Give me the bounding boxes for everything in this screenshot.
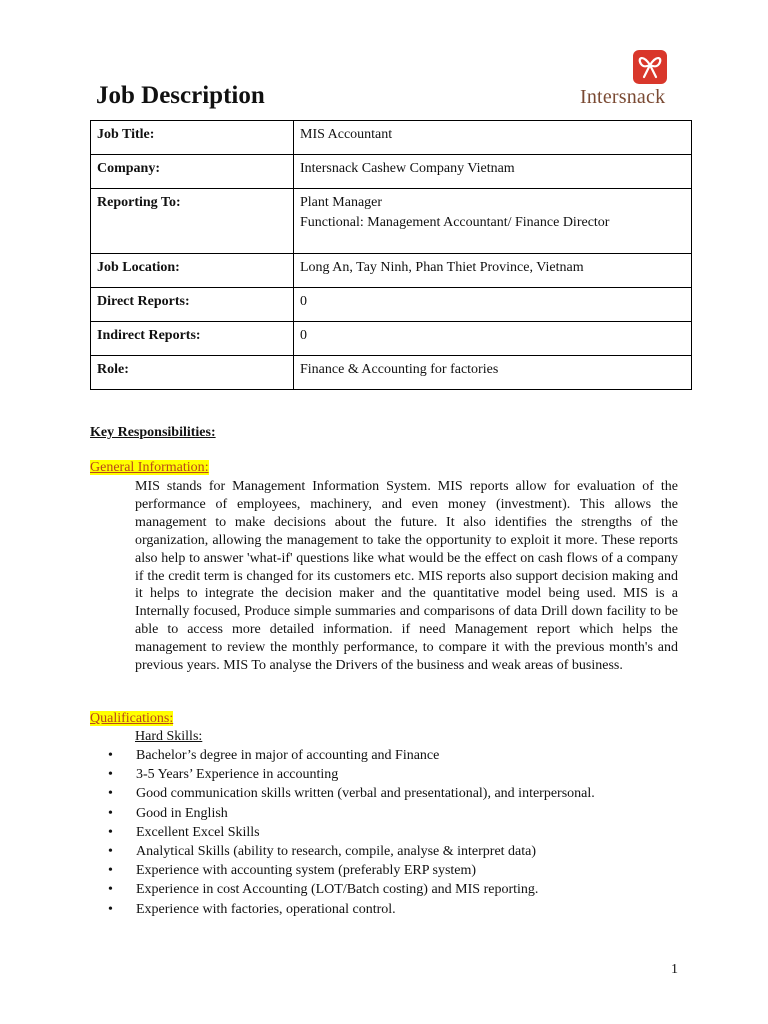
row-value-secondary: Functional: Management Accountant/ Finance Director (300, 215, 610, 230)
list-item (108, 823, 595, 842)
company-logo (578, 50, 682, 108)
general-information-paragraph: MIS stands for Management Information System. MIS reports allow for evaluation of the performance of employees, machinery, and even money (investment). This allows the management to make decisions about the future. It also identifies the strengths of the organization, allowing the management to take the opportunity to exploit it more. These reports also help to answer 'what-if' questions like what would be the effect on cash flows of a company if the credit term is changed for its customers etc. MIS reports also support decision making and it helps to integrate the decision maker and the quantitative model being used. MIS is a Internally focused, Produce simple summaries and comparisons of data Drill down facility to be able to access more detailed information. if need Management report which helps the management to review the monthly performance, to compare it with the previous month's and previous years. MIS To analyse the Drivers of the business and weak areas of business. (135, 479, 678, 674)
row-value: Long An, Tay Ninh, Phan Thiet Province, Vietnam (294, 254, 692, 288)
list-item-text: Experience with factories, operational control. (136, 901, 396, 917)
list-item-text: Excellent Excel Skills (136, 824, 260, 840)
qualifications-label: Qualifications (90, 711, 170, 726)
bow-icon (633, 50, 667, 84)
table-row-job-title (91, 121, 692, 155)
job-info-table (90, 120, 692, 390)
table-row-direct-reports (91, 288, 692, 322)
general-information-heading (90, 460, 209, 476)
row-value: MIS Accountant (294, 121, 692, 155)
list-item-text: Bachelor’s degree in major of accounting and Finance (136, 748, 440, 763)
hard-skills-list (108, 746, 595, 919)
bullet-icon: • (108, 863, 113, 879)
key-responsibilities-heading: Key Responsibilities: (90, 425, 216, 440)
list-item-text: Experience in cost Accounting (LOT/Batch costing) and MIS reporting. (136, 882, 539, 898)
list-item (108, 861, 595, 880)
row-value: Finance & Accounting for factories (294, 356, 692, 390)
bullet-icon: • (108, 767, 113, 783)
list-item (108, 880, 595, 899)
general-information-label: General Information (90, 460, 205, 475)
list-item (108, 842, 595, 861)
row-label: Indirect Reports: (91, 322, 294, 356)
page-number: 1 (671, 962, 678, 977)
table-row-job-location (91, 254, 692, 288)
row-label: Role: (91, 356, 294, 390)
bullet-icon: • (108, 901, 113, 917)
bullet-icon: • (108, 882, 113, 898)
list-item (108, 900, 595, 919)
table-row-company (91, 155, 692, 189)
row-value: 0 (294, 322, 692, 356)
list-item (108, 746, 595, 765)
list-item (108, 804, 595, 823)
table-row-role (91, 356, 692, 390)
table-row-reporting-to (91, 189, 692, 254)
row-value: Plant Manager (300, 195, 383, 210)
list-item-text: Experience with accounting system (preferably ERP system) (136, 863, 477, 879)
bullet-icon: • (108, 786, 113, 802)
list-item-text: Good in English (136, 805, 228, 821)
qualifications-heading (90, 711, 173, 727)
bullet-icon: • (108, 844, 113, 860)
row-value-cell (294, 189, 692, 254)
row-label: Job Location: (91, 254, 294, 288)
row-label: Job Title: (91, 121, 294, 155)
row-label: Company: (91, 155, 294, 189)
list-item (108, 765, 595, 784)
row-label: Direct Reports: (91, 288, 294, 322)
bullet-icon: • (108, 805, 113, 821)
row-label: Reporting To: (91, 189, 294, 254)
list-item-text: Good communication skills written (verbal and presentational), and interpersonal. (136, 786, 595, 802)
bullet-icon: • (108, 748, 113, 763)
list-item-text: Analytical Skills (ability to research, compile, analyse & interpret data) (136, 844, 537, 860)
logo-text: Intersnack (580, 86, 666, 108)
list-item (108, 784, 595, 803)
heading-colon: : (204, 460, 209, 475)
row-value: 0 (294, 288, 692, 322)
list-item-text: 3-5 Years’ Experience in accounting (136, 767, 339, 783)
heading-colon: : (169, 711, 174, 726)
bullet-icon: • (108, 824, 113, 840)
row-value: Intersnack Cashew Company Vietnam (294, 155, 692, 189)
page-title: Job Description (96, 82, 265, 109)
table-row-indirect-reports (91, 322, 692, 356)
hard-skills-subheading: Hard Skills: (135, 729, 203, 744)
